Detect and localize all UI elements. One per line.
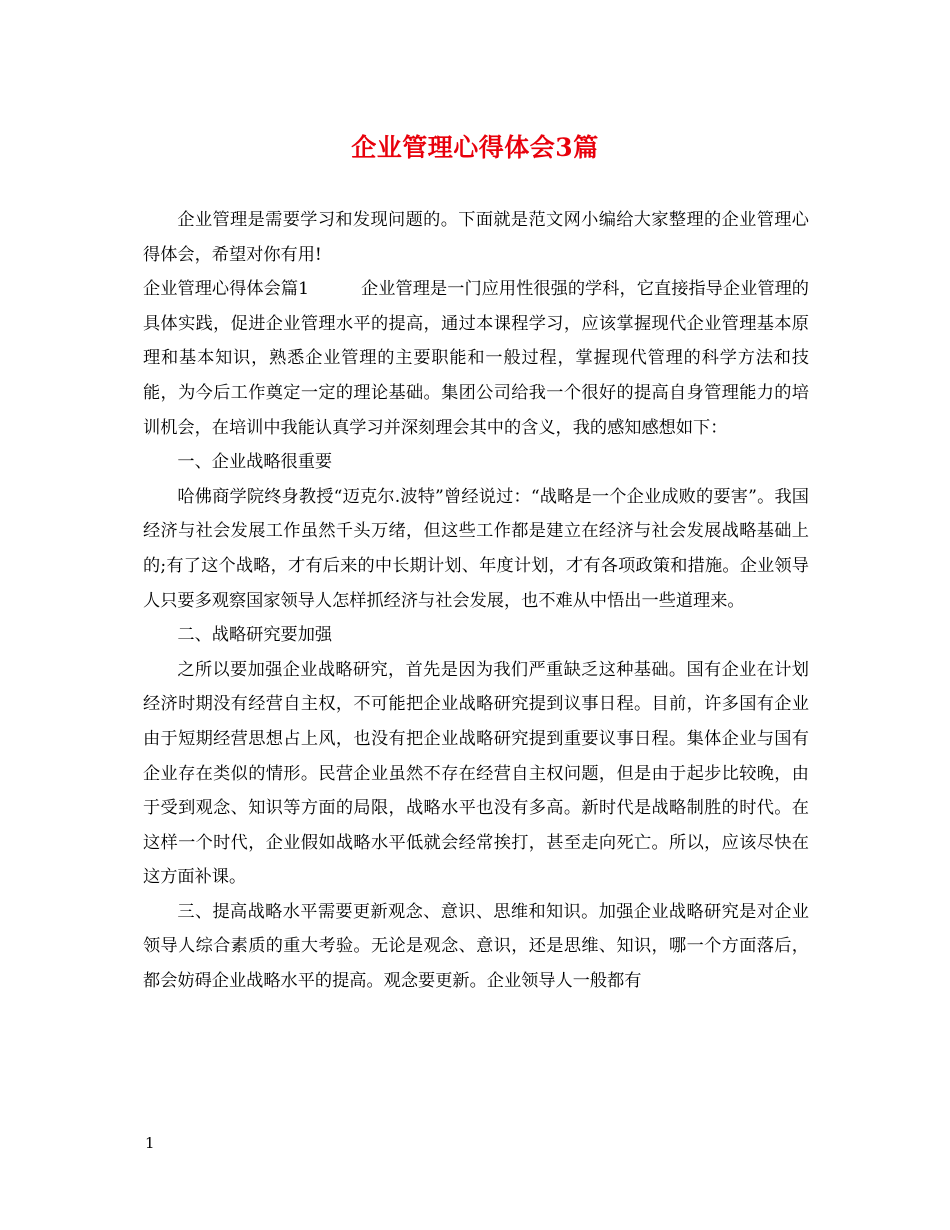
article1-text: 企业管理是一门应用性很强的学科，它直接指导企业管理的具体实践，促进企业管理水平的提高，通过本课程学习，应该掌握现代企业管理基本原理和基本知识，熟悉企业管理的主要职能和一般过程，掌握现代管理的科学方法和技能，为今后工作奠定一定的理论基础。集团公司给我一个很好的提高自身管理能力的培训机会，在培训中我能认真学习并深刻理会其中的含义，我的感知感想如下： [143, 279, 809, 438]
article1-paragraph [143, 272, 809, 445]
section1-heading: 一、企业战略很重要 [177, 452, 333, 473]
intro-paragraph: 企业管理是需要学习和发现问题的。下面就是范文网小编给大家整理的企业管理心得体会，希望对你有用! [143, 210, 809, 265]
section2-paragraph: 之所以要加强企业战略研究，首先是因为我们严重缺乏这种基础。国有企业在计划经济时期没有经营自主权，不可能把企业战略研究提到议事日程。目前，许多国有企业由于短期经营思想占上风，也没有把企业战略研究提到重要议事日程。集体企业与国有企业存在类似的情形。民营企业虽然不存在经营自主权问题，但是由于起步比较晚，由于受到观念、知识等方面的局限，战略水平也没有多高。新时代是战略制胜的时代。在这样一个时代，企业假如战略水平低就会经常挨打，甚至走向死亡。所以，应该尽快在这方面补课。 [143, 659, 809, 888]
article1-heading: 企业管理心得体会篇1 [143, 279, 310, 300]
document-body [143, 203, 809, 999]
section1-paragraph: 哈佛商学院终身教授“迈克尔.波特”曾经说过：“战略是一个企业成败的要害”。我国经济与社会发展工作虽然千头万绪，但这些工作都是建立在经济与社会发展战略基础上的;有了这个战略，才有后来的中长期计划、年度计划，才有各项政策和措施。企业领导人只要多观察国家领导人怎样抓经济与社会发展，也不难从中悟出一些道理来。 [143, 486, 809, 611]
section3-paragraph: 三、提高战略水平需要更新观念、意识、思维和知识。加强企业战略研究是对企业领导人综合素质的重大考验。无论是观念、意识，还是思维、知识，哪一个方面落后，都会妨碍企业战略水平的提高。观念要更新。企业领导人一般都有 [143, 901, 809, 992]
page-number: 1 [145, 1134, 155, 1152]
document-title: 企业管理心得体会3篇 [351, 133, 599, 162]
section2-heading: 二、战略研究要加强 [177, 625, 333, 646]
